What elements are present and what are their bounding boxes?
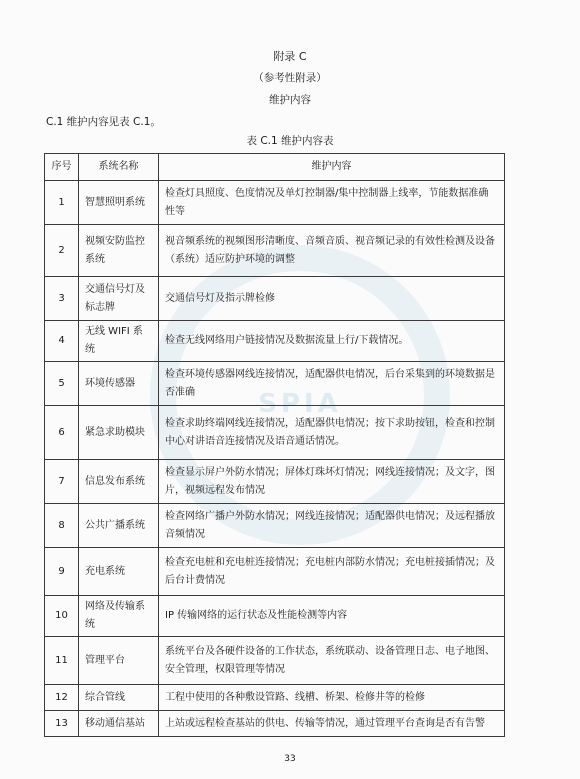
row-content: 检查求助终端网线连接情况，适配器供电情况；按下求助按钮，检查和控制中心对讲语音连接情况及语音通话情况。 (159, 406, 505, 460)
row-content: 交通信号灯及指示牌检修 (159, 277, 505, 321)
table-row (45, 637, 505, 685)
row-system-name: 管理平台 (79, 637, 159, 685)
row-content: 检查无线网络用户链接情况及数据流量上行/下载情况。 (159, 321, 505, 362)
row-number: 4 (45, 321, 79, 362)
table-row (45, 460, 505, 504)
row-number: 11 (45, 637, 79, 685)
row-number: 13 (45, 711, 79, 737)
table-row (45, 321, 505, 362)
row-system-name: 紧急求助模块 (79, 406, 159, 460)
row-number: 2 (45, 225, 79, 277)
annex-title: 附录 C (273, 50, 307, 63)
row-content: 上站或远程检查基站的供电、传输等情况，通过管理平台查询是否有告警 (159, 711, 505, 737)
row-number: 12 (45, 685, 79, 711)
row-system-name: 环境传感器 (79, 362, 159, 406)
annex-heading: 维护内容 (269, 94, 311, 106)
annex-subtitle: （参考性附录） (253, 72, 327, 84)
table-row (45, 685, 505, 711)
row-content: 检查网络广播户外防水情况；网线连接情况；适配器供电情况；及远程播放音频情况 (159, 504, 505, 548)
row-content: IP 传输网络的运行状态及性能检测等内容 (159, 596, 505, 637)
row-system-name: 无线 WIFI 系统 (79, 321, 159, 362)
watermark-text: SPIA (258, 389, 342, 419)
table-row (45, 181, 505, 225)
row-system-name: 信息发布系统 (79, 460, 159, 504)
row-system-name: 交通信号灯及标志牌 (79, 277, 159, 321)
row-content: 检查环境传感器网线连接情况，适配器供电情况，后台采集到的环境数据是否准确 (159, 362, 505, 406)
row-content: 检查灯具照度、色度情况及单灯控制器/集中控制器上线率，节能数据准确性等 (159, 181, 505, 225)
table-row (45, 362, 505, 406)
row-number: 5 (45, 362, 79, 406)
maintenance-table (44, 153, 505, 737)
table-row (45, 406, 505, 460)
table-row (45, 711, 505, 737)
row-number: 1 (45, 181, 79, 225)
row-system-name: 智慧照明系统 (79, 181, 159, 225)
row-number: 10 (45, 596, 79, 637)
table-row (45, 277, 505, 321)
table-row (45, 548, 505, 596)
row-system-name: 移动通信基站 (79, 711, 159, 737)
header-maintenance-content: 维护内容 (159, 154, 505, 181)
table-row (45, 596, 505, 637)
table-row (45, 225, 505, 277)
table-row (45, 504, 505, 548)
row-content: 检查显示屏户外防水情况；屏体灯珠坏灯情况；网线连接情况；及文字，图片，视频远程发布情况 (159, 460, 505, 504)
row-number: 9 (45, 548, 79, 596)
row-number: 8 (45, 504, 79, 548)
intro-paragraph: C.1 维护内容见表 C.1。 (46, 116, 161, 128)
row-content: 视音频系统的视频图形清晰度、音频音质、视音频记录的有效性检测及设备（系统）适应防护环境的调整 (159, 225, 505, 277)
row-system-name: 综合管线 (79, 685, 159, 711)
row-system-name: 公共广播系统 (79, 504, 159, 548)
header-system-name: 系统名称 (79, 154, 159, 181)
row-number: 6 (45, 406, 79, 460)
row-content: 检查充电桩和充电桩连接情况；充电桩内部防水情况；充电桩接插情况；及后台计费情况 (159, 548, 505, 596)
table-caption: 表 C.1 维护内容表 (246, 135, 334, 147)
header-number: 序号 (45, 154, 79, 181)
row-number: 3 (45, 277, 79, 321)
row-number: 7 (45, 460, 79, 504)
row-content: 系统平台及各硬件设备的工作状态，系统联动、设备管理日志、电子地图、安全管理，权限管理等情况 (159, 637, 505, 685)
row-system-name: 充电系统 (79, 548, 159, 596)
table-header-row (45, 154, 505, 181)
page-number: 33 (284, 754, 296, 764)
row-system-name: 网络及传输系统 (79, 596, 159, 637)
row-content: 工程中使用的各种敷设管路、线槽、桥架、检修井等的检修 (159, 685, 505, 711)
row-system-name: 视频安防监控系统 (79, 225, 159, 277)
